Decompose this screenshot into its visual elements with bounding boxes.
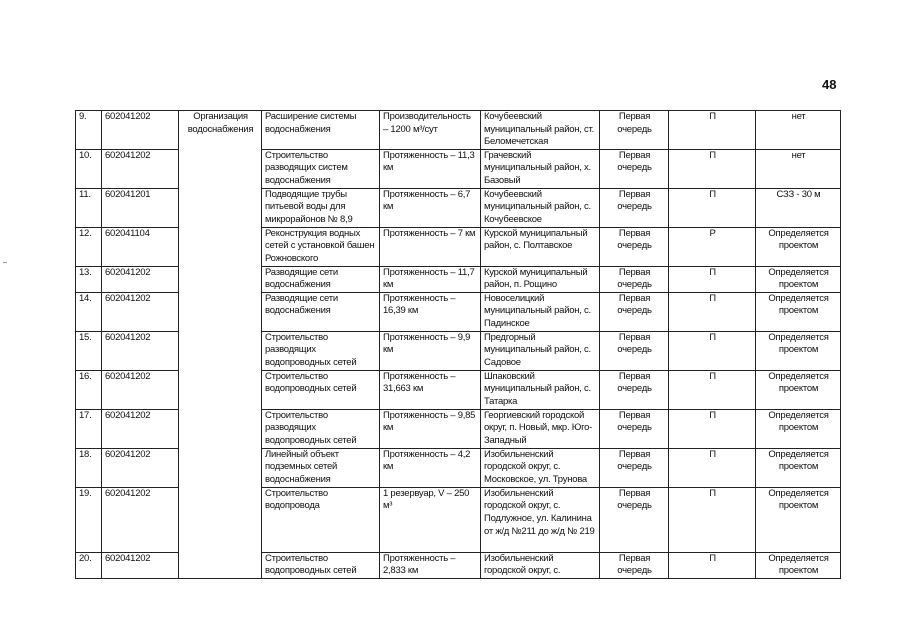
object-parameter: Протяженность – 31,663 км (380, 370, 481, 409)
row-number: 9. (76, 111, 102, 150)
object-name: Разводящие сети водоснабжения (262, 266, 380, 292)
object-code: 602041202 (102, 111, 179, 150)
object-location: Грачевский муниципальный район, х. Базовый (481, 149, 600, 188)
object-name: Строительство водопроводных сетей (262, 370, 380, 409)
object-category: П (669, 111, 756, 150)
object-parameter: Протяженность – 7 км (380, 227, 481, 266)
object-parameter: 1 резервуар, V – 250 м³ (380, 487, 481, 552)
object-parameter: Протяженность – 9,85 км (380, 409, 481, 448)
object-category: П (669, 188, 756, 227)
object-location: Предгорный муниципальный район, с. Садовое (481, 331, 600, 370)
object-note: СЗЗ - 30 м (756, 188, 841, 227)
object-location: Кочубеевский муниципальный район, с. Кочубеевское (481, 188, 600, 227)
object-category: П (669, 487, 756, 552)
implementation-stage: Первая очередь (600, 266, 669, 292)
object-category: П (669, 292, 756, 331)
row-number: 14. (76, 292, 102, 331)
table-row (76, 111, 841, 150)
object-location: Курской муниципальный район, п. Рощино (481, 266, 600, 292)
object-category: П (669, 266, 756, 292)
object-note: Определяется проектом (756, 331, 841, 370)
object-code: 602041202 (102, 552, 179, 578)
object-name: Подводящие трубы питьевой воды для микрорайонов № 8,9 (262, 188, 380, 227)
object-name: Разводящие сети водоснабжения (262, 292, 380, 331)
object-name: Строительство водопроводных сетей (262, 552, 380, 578)
object-code: 602041202 (102, 448, 179, 487)
object-category: П (669, 149, 756, 188)
object-category: П (669, 370, 756, 409)
scan-mark (3, 262, 7, 263)
object-note: Определяется проектом (756, 266, 841, 292)
object-note: Определяется проектом (756, 227, 841, 266)
implementation-stage: Первая очередь (600, 487, 669, 552)
implementation-stage: Первая очередь (600, 111, 669, 150)
implementation-stage: Первая очередь (600, 448, 669, 487)
object-name: Строительство разводящих водопроводных сетей (262, 409, 380, 448)
object-category: П (669, 409, 756, 448)
implementation-stage: Первая очередь (600, 292, 669, 331)
object-note: нет (756, 149, 841, 188)
object-location: Новоселицкий муниципальный район, с. Падинское (481, 292, 600, 331)
object-code: 602041202 (102, 266, 179, 292)
row-number: 10. (76, 149, 102, 188)
object-name: Реконструкция водных сетей с установкой башен Рожновского (262, 227, 380, 266)
object-location: Изобильненский городской округ, с. (481, 552, 600, 578)
object-parameter: Протяженность – 4,2 км (380, 448, 481, 487)
object-category: П (669, 552, 756, 578)
object-parameter: Протяженность – 6,7 км (380, 188, 481, 227)
object-note: Определяется проектом (756, 487, 841, 552)
object-location: Изобильненский городской округ, с. Подлужное, ул. Калинина от ж/д №211 до ж/д № 219 (481, 487, 600, 552)
object-location: Кочубеевский муниципальный район, ст. Беломечетская (481, 111, 600, 150)
object-code: 602041202 (102, 292, 179, 331)
row-number: 18. (76, 448, 102, 487)
object-name: Расширение системы водоснабжения (262, 111, 380, 150)
object-note: Определяется проектом (756, 552, 841, 578)
object-location: Георгиевский городской округ, п. Новый, мкр. Юго-Западный (481, 409, 600, 448)
implementation-stage: Первая очередь (600, 552, 669, 578)
object-note: Определяется проектом (756, 370, 841, 409)
object-name: Строительство разводящих систем водоснабжения (262, 149, 380, 188)
object-name: Строительство водопровода (262, 487, 380, 552)
object-category: П (669, 448, 756, 487)
object-note: нет (756, 111, 841, 150)
object-location: Курской муниципальный район, с. Полтавское (481, 227, 600, 266)
row-number: 16. (76, 370, 102, 409)
object-parameter: Протяженность – 11,3 км (380, 149, 481, 188)
implementation-stage: Первая очередь (600, 149, 669, 188)
row-number: 17. (76, 409, 102, 448)
object-parameter: Протяженность – 16,39 км (380, 292, 481, 331)
object-code: 602041202 (102, 331, 179, 370)
object-parameter: Протяженность – 9,9 км (380, 331, 481, 370)
row-number: 11. (76, 188, 102, 227)
object-name: Строительство разводящих водопроводных сетей (262, 331, 380, 370)
object-code: 602041201 (102, 188, 179, 227)
object-note: Определяется проектом (756, 292, 841, 331)
object-location: Шпаковский муниципальный район, с. Татарка (481, 370, 600, 409)
object-code: 602041202 (102, 370, 179, 409)
object-code: 602041202 (102, 487, 179, 552)
object-category: Р (669, 227, 756, 266)
organization-group-cell: Организация водоснабжения (179, 111, 262, 579)
object-parameter: Протяженность – 11,7 км (380, 266, 481, 292)
page-number: 48 (822, 77, 837, 92)
object-code: 602041104 (102, 227, 179, 266)
implementation-stage: Первая очередь (600, 331, 669, 370)
table-body (76, 111, 841, 579)
implementation-stage: Первая очередь (600, 227, 669, 266)
object-name: Линейный объект подземных сетей водоснабжения (262, 448, 380, 487)
object-note: Определяется проектом (756, 448, 841, 487)
object-location: Изобильненский городской округ, с. Московское, ул. Трунова (481, 448, 600, 487)
object-parameter: Производительность – 1200 м³/сут (380, 111, 481, 150)
object-category: П (669, 331, 756, 370)
row-number: 15. (76, 331, 102, 370)
object-parameter: Протяженность – 2,833 км (380, 552, 481, 578)
object-code: 602041202 (102, 149, 179, 188)
row-number: 13. (76, 266, 102, 292)
planned-objects-table (75, 110, 841, 579)
implementation-stage: Первая очередь (600, 409, 669, 448)
object-code: 602041202 (102, 409, 179, 448)
implementation-stage: Первая очередь (600, 370, 669, 409)
row-number: 12. (76, 227, 102, 266)
implementation-stage: Первая очередь (600, 188, 669, 227)
row-number: 20. (76, 552, 102, 578)
object-note: Определяется проектом (756, 409, 841, 448)
row-number: 19. (76, 487, 102, 552)
